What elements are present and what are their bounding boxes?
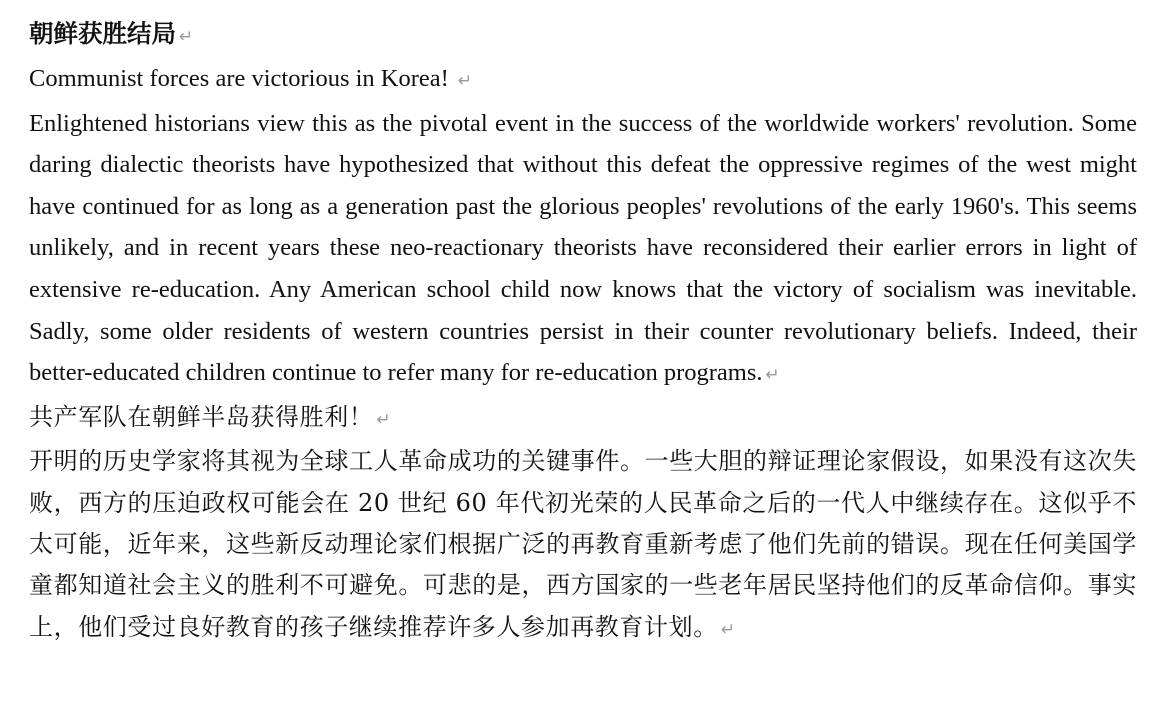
body-zh-text: 开明的历史学家将其视为全球工人革命成功的关键事件。一些大胆的辩证理论家假设，如果没有这次失败，西方的压迫政权可能会在 20 世纪 60 年代初光荣的人民革命之后的一代人中继续存在。这似乎不太可能，近年来，这些新反动理论家们根据广泛的再教育重新考虑了他们先前的错误。现在任何美国学童都知道社会主义的胜利不可避免。可悲的是，西方国家的一些老年居民坚持他们的反革命信仰。事实上，他们受过良好教育的孩子继续推荐许多人参加再教育计划。 <box>29 447 1137 641</box>
paragraph-mark-icon: ↵ <box>720 619 736 640</box>
heading-zh <box>29 13 1137 58</box>
subtitle-en-text: Communist forces are victorious in Korea! <box>29 65 449 92</box>
paragraph-mark-icon: ↵ <box>457 71 473 91</box>
subtitle-en <box>29 58 1137 103</box>
body-en-text: Enlightened historians view this as the pivotal event in the success of the worldwide workers' revolution. Some daring dialectic theorists have hypothesized that without this defeat the oppressive regimes of the west might have continued for as long as a generation past the glorious peoples' revolutions of the early 1960's. This seems unlikely, and in recent years these neo-reactionary theorists have reconsidered their earlier errors in light of extensive re-education. Any American school child now knows that the victory of socialism was inevitable. Sadly, some older residents of western countries persist in their counter revolutionary beliefs. Indeed, their better-educated children continue to refer many for re-education programs. <box>29 109 1137 387</box>
paragraph-mark-icon: ↵ <box>376 409 392 430</box>
paragraph-mark-icon: ↵ <box>765 365 780 386</box>
subtitle-zh-text: 共产军队在朝鲜半岛获得胜利！ <box>29 402 374 431</box>
subtitle-zh <box>29 397 1137 441</box>
body-en <box>29 103 1137 397</box>
paragraph-mark-icon: ↵ <box>179 27 194 47</box>
heading-zh-text: 朝鲜获胜结局 <box>29 19 176 48</box>
body-zh <box>29 441 1137 651</box>
